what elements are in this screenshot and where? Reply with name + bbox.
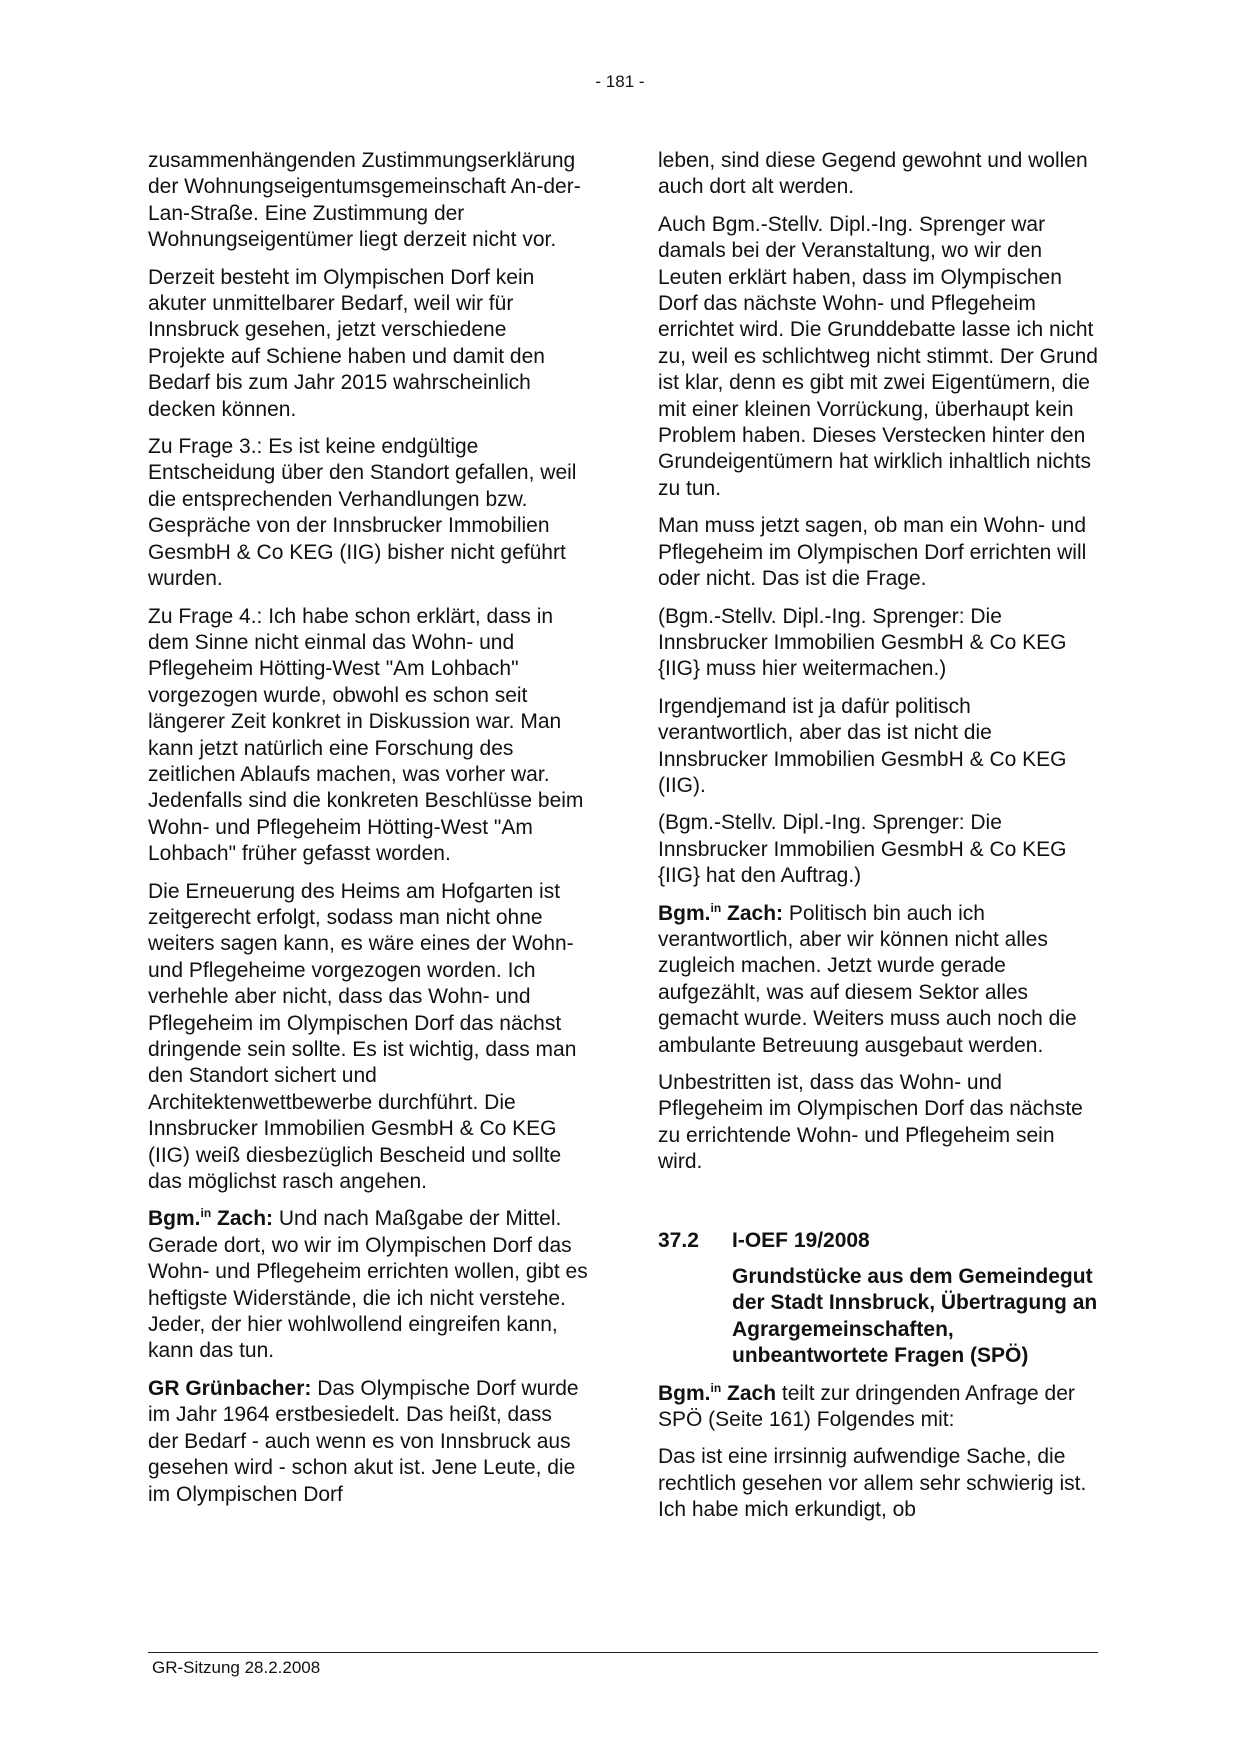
- speech-paragraph: [148, 1206, 588, 1364]
- speech-text: Politisch bin auch ich verantwortlich, aber wir können nicht alles zugleich machen. Jetzt wurde gerade aufgezählt, was auf diesem Sektor alles gemacht wurde. Weiters muss auch noch die ambulante Betreuung ausgebaut werden.: [658, 901, 1077, 1057]
- paragraph: Zu Frage 3.: Es ist keine endgültige Entscheidung über den Standort gefallen, weil die entsprechenden Verhandlungen bzw. Gespräche von der Innsbrucker Immobilien GesmbH & Co KEG (IIG) bisher nicht geführt wurden.: [148, 435, 577, 591]
- footer-text: GR-Sitzung 28.2.2008: [152, 1658, 321, 1677]
- speaker-name: Bgm.$^{in}$ Zach: [658, 1380, 777, 1405]
- agenda-code: I-OEF 19/2008: [732, 1228, 870, 1252]
- paragraph: Auch Bgm.-Stellv. Dipl.-Ing. Sprenger war damals bei der Veranstaltung, wo wir den Leuten erklärt haben, dass im Olympischen Dorf das nächste Wohn- und Pflegeheim errichtet wird. Die Grunddebatte lasse ich nicht zu, weil es schlichtweg nicht stimmt. Der Grund ist klar, denn es gibt mit zwei Eigentümern, die mit einer kleinen Vorrückung, überhaupt kein Problem haben. Dieses Verstecken hinter den Grundeigentümern hat wirklich inhaltlich nichts zu tun.: [658, 212, 1098, 500]
- right-column: [658, 148, 1098, 1535]
- speech-paragraph: [658, 1381, 1098, 1434]
- paragraph: (Bgm.-Stellv. Dipl.-Ing. Sprenger: Die Innsbrucker Immobilien GesmbH & Co KEG {IIG} muss hier weitermachen.): [658, 604, 1067, 681]
- agenda-number: 37.2: [658, 1228, 699, 1252]
- speech-text: teilt zur dringenden Anfrage der SPÖ (Seite 161) Folgendes mit:: [658, 1381, 1075, 1432]
- paragraph: leben, sind diese Gegend gewohnt und wollen auch dort alt werden.: [658, 149, 1088, 199]
- agenda-title: Grundstücke aus dem Gemeindegut der Stadt Innsbruck, Übertragung an Agrargemeinschaften, unbeantwortete Fragen (SPÖ): [732, 1265, 1098, 1368]
- agenda-item: [658, 1228, 1098, 1370]
- speaker-name: Bgm.$^{in}$ Zach:: [148, 1206, 274, 1231]
- speech-text: Das Olympische Dorf wurde im Jahr 1964 erstbesiedelt. Das heißt, dass der Bedarf - auch wenn es von Innsbruck aus gesehen wird - schon akut ist. Jene Leute, die im Olympischen Dorf: [148, 1376, 579, 1506]
- agenda-heading: [658, 1228, 1098, 1254]
- page-number: - 181 -: [595, 72, 645, 91]
- paragraph: Unbestritten ist, dass das Wohn- und Pflegeheim im Olympischen Dorf das nächste zu errichtende Wohn- und Pflegeheim sein wird.: [658, 1071, 1083, 1174]
- paragraph: Die Erneuerung des Heims am Hofgarten ist zeitgerecht erfolgt, sodass man nicht ohne weiters sagen kann, es wäre eines der Wohn- und Pflegeheime vorgezogen worden. Ich verhehle aber nicht, dass das Wohn- und Pflegeheim im Olympischen Dorf das nächst dringende sein sollte. Es ist wichtig, dass man den Standort sichert und Architektenwettbewerbe durchführt. Die Innsbrucker Immobilien GesmbH & Co KEG (IIG) weiß diesbezüglich Bescheid und sollte das möglichst rasch angehen.: [148, 879, 577, 1194]
- speech-paragraph: [658, 901, 1098, 1059]
- speech-paragraph: [148, 1376, 588, 1508]
- paragraph: Derzeit besteht im Olympischen Dorf kein akuter unmittelbarer Bedarf, weil wir für Innsbruck gesehen, jetzt verschiedene Projekte auf Schiene haben und damit den Bedarf bis zum Jahr 2015 wahrscheinlich decken können.: [148, 265, 545, 421]
- paragraph: zusammenhängenden Zustimmungserklärung der Wohnungseigentumsgemeinschaft An-der-Lan-Straße. Eine Zustimmung der Wohnungseigentümer liegt derzeit nicht vor.: [148, 149, 581, 252]
- paragraph: (Bgm.-Stellv. Dipl.-Ing. Sprenger: Die Innsbrucker Immobilien GesmbH & Co KEG {IIG} hat den Auftrag.): [658, 811, 1067, 888]
- footer-divider: [148, 1652, 1098, 1653]
- speech-text: Und nach Maßgabe der Mittel. Gerade dort, wo wir im Olympischen Dorf das Wohn- und Pflegeheim errichten wollen, gibt es heftigste Widerstände, die ich nicht verstehe. Jeder, der hier wohlwollend eingreifen kann, kann das tun.: [148, 1207, 588, 1363]
- paragraph: Zu Frage 4.: Ich habe schon erklärt, dass in dem Sinne nicht einmal das Wohn- und Pflegeheim Hötting-West "Am Lohbach" vorgezogen wurde, obwohl es schon seit längerer Zeit konkret in Diskussion war. Man kann jetzt natürlich eine Forschung des zeitlichen Ablaufs machen, was vorher war. Jedenfalls sind die konkreten Beschlüsse beim Wohn- und Pflegeheim Hötting-West "Am Lohbach" früher gefasst worden.: [148, 604, 584, 866]
- left-column: [148, 148, 588, 1519]
- paragraph: Irgendjemand ist ja dafür politisch verantwortlich, aber das ist nicht die Innsbrucker Immobilien GesmbH & Co KEG (IIG).: [658, 694, 1067, 797]
- speaker-name: Bgm.$^{in}$ Zach:: [658, 900, 784, 925]
- paragraph: Das ist eine irrsinnig aufwendige Sache, die rechtlich gesehen vor allem sehr schwierig ist. Ich habe mich erkundigt, ob: [658, 1445, 1087, 1522]
- paragraph: Man muss jetzt sagen, ob man ein Wohn- und Pflegeheim im Olympischen Dorf errichten will oder nicht. Das ist die Frage.: [658, 514, 1087, 591]
- speaker-name: GR Grünbacher:: [148, 1376, 312, 1400]
